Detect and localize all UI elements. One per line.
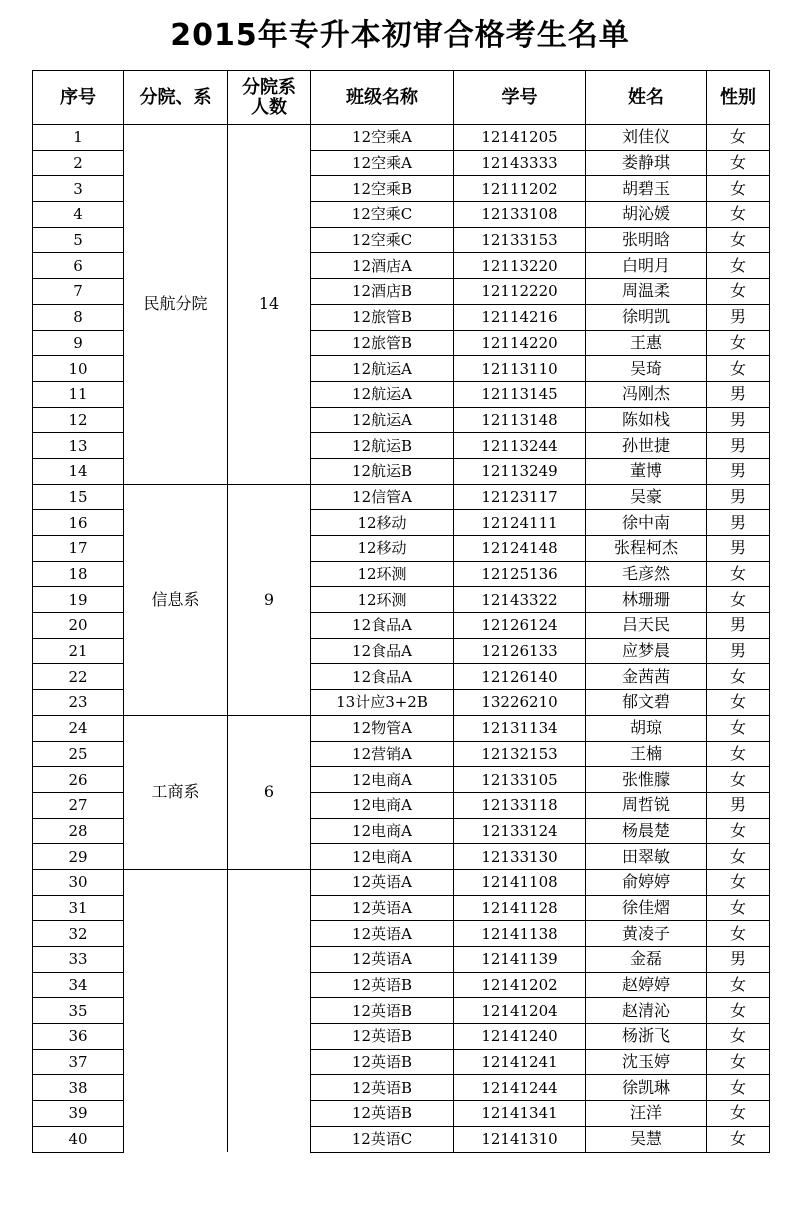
cell-gender: 女 [707, 150, 770, 176]
cell-seq: 3 [33, 176, 124, 202]
header-name: 姓名 [586, 71, 707, 125]
cell-seq: 4 [33, 202, 124, 228]
cell-seq: 21 [33, 638, 124, 664]
cell-seq: 22 [33, 664, 124, 690]
cell-id: 12141240 [454, 1024, 586, 1050]
cell-id: 12112220 [454, 279, 586, 305]
cell-gender: 男 [707, 792, 770, 818]
cell-id: 12133124 [454, 818, 586, 844]
cell-name: 吕天民 [586, 613, 707, 639]
cell-id: 12133130 [454, 844, 586, 870]
cell-name: 董博 [586, 458, 707, 484]
cell-seq: 38 [33, 1075, 124, 1101]
table-row [33, 125, 770, 151]
cell-class: 12空乘A [311, 150, 454, 176]
cell-gender: 女 [707, 972, 770, 998]
cell-id: 13226210 [454, 690, 586, 716]
cell-id: 12141241 [454, 1049, 586, 1075]
cell-gender: 女 [707, 869, 770, 895]
cell-gender: 女 [707, 125, 770, 151]
cell-id: 12111202 [454, 176, 586, 202]
cell-name: 白明月 [586, 253, 707, 279]
cell-name: 王楠 [586, 741, 707, 767]
cell-dept: 信息系 [124, 484, 228, 715]
header-seq: 序号 [33, 71, 124, 125]
cell-name: 吴慧 [586, 1126, 707, 1152]
cell-id: 12113220 [454, 253, 586, 279]
cell-gender: 女 [707, 561, 770, 587]
cell-class: 12移动 [311, 536, 454, 562]
cell-class: 12环测 [311, 587, 454, 613]
cell-gender: 女 [707, 664, 770, 690]
cell-name: 沈玉婷 [586, 1049, 707, 1075]
cell-class: 12英语C [311, 1126, 454, 1152]
cell-id: 12126124 [454, 613, 586, 639]
cell-id: 12141128 [454, 895, 586, 921]
header-count [228, 71, 311, 125]
cell-name: 黄凌子 [586, 921, 707, 947]
cell-gender: 女 [707, 330, 770, 356]
cell-class: 12空乘C [311, 227, 454, 253]
cell-class: 12食品A [311, 638, 454, 664]
cell-seq: 14 [33, 458, 124, 484]
cell-id: 12133153 [454, 227, 586, 253]
cell-id: 12114216 [454, 304, 586, 330]
cell-class: 12航运A [311, 381, 454, 407]
cell-name: 陈如栈 [586, 407, 707, 433]
cell-name: 刘佳仪 [586, 125, 707, 151]
cell-id: 12143333 [454, 150, 586, 176]
cell-seq: 20 [33, 613, 124, 639]
cell-gender: 女 [707, 715, 770, 741]
cell-gender: 女 [707, 844, 770, 870]
cell-class: 12酒店A [311, 253, 454, 279]
cell-name: 吴豪 [586, 484, 707, 510]
cell-id: 12113244 [454, 433, 586, 459]
cell-name: 胡沁媛 [586, 202, 707, 228]
cell-count: 9 [228, 484, 311, 715]
cell-gender: 男 [707, 304, 770, 330]
cell-name: 田翠敏 [586, 844, 707, 870]
cell-gender: 男 [707, 947, 770, 973]
cell-name: 冯刚杰 [586, 381, 707, 407]
cell-gender: 女 [707, 1024, 770, 1050]
cell-class: 12空乘A [311, 125, 454, 151]
cell-seq: 28 [33, 818, 124, 844]
cell-id: 12141202 [454, 972, 586, 998]
cell-id: 12133108 [454, 202, 586, 228]
cell-seq: 2 [33, 150, 124, 176]
cell-name: 孙世捷 [586, 433, 707, 459]
cell-gender: 男 [707, 433, 770, 459]
cell-name: 俞婷婷 [586, 869, 707, 895]
cell-id: 12125136 [454, 561, 586, 587]
table-row [33, 869, 770, 895]
cell-seq: 24 [33, 715, 124, 741]
cell-class: 12英语B [311, 1024, 454, 1050]
cell-seq: 19 [33, 587, 124, 613]
cell-class: 12营销A [311, 741, 454, 767]
cell-seq: 16 [33, 510, 124, 536]
page-title: 2015年专升本初审合格考生名单 [170, 18, 630, 53]
cell-seq: 18 [33, 561, 124, 587]
cell-id: 12124111 [454, 510, 586, 536]
cell-gender: 女 [707, 202, 770, 228]
cell-class: 12空乘B [311, 176, 454, 202]
cell-seq: 1 [33, 125, 124, 151]
cell-class: 12移动 [311, 510, 454, 536]
cell-class: 12英语A [311, 947, 454, 973]
cell-class: 12英语A [311, 869, 454, 895]
cell-name: 赵清沁 [586, 998, 707, 1024]
cell-seq: 26 [33, 767, 124, 793]
cell-seq: 17 [33, 536, 124, 562]
cell-name: 吴琦 [586, 356, 707, 382]
header-count-line2: 人数 [251, 96, 287, 118]
cell-name: 应梦晨 [586, 638, 707, 664]
cell-name: 王惠 [586, 330, 707, 356]
cell-class: 12旅管B [311, 330, 454, 356]
cell-count: 14 [228, 125, 311, 485]
cell-dept: 工商系 [124, 715, 228, 869]
cell-gender: 女 [707, 1101, 770, 1127]
cell-dept [124, 869, 228, 1152]
cell-name: 金茜茜 [586, 664, 707, 690]
cell-gender: 女 [707, 767, 770, 793]
cell-class: 12电商A [311, 844, 454, 870]
header-class: 班级名称 [311, 71, 454, 125]
cell-seq: 7 [33, 279, 124, 305]
cell-seq: 25 [33, 741, 124, 767]
cell-seq: 11 [33, 381, 124, 407]
cell-gender: 女 [707, 227, 770, 253]
header-dept: 分院、系 [124, 71, 228, 125]
cell-class: 12英语B [311, 1049, 454, 1075]
cell-id: 12133105 [454, 767, 586, 793]
cell-id: 12141108 [454, 869, 586, 895]
cell-gender: 男 [707, 638, 770, 664]
cell-seq: 12 [33, 407, 124, 433]
cell-id: 12124148 [454, 536, 586, 562]
cell-class: 12英语B [311, 972, 454, 998]
cell-class: 12酒店B [311, 279, 454, 305]
cell-gender: 女 [707, 356, 770, 382]
cell-seq: 37 [33, 1049, 124, 1075]
cell-class: 12物管A [311, 715, 454, 741]
cell-seq: 36 [33, 1024, 124, 1050]
cell-gender: 男 [707, 613, 770, 639]
cell-seq: 40 [33, 1126, 124, 1152]
cell-class: 13计应3+2B [311, 690, 454, 716]
cell-gender: 女 [707, 176, 770, 202]
cell-id: 12113249 [454, 458, 586, 484]
cell-name: 周温柔 [586, 279, 707, 305]
header-row [33, 71, 770, 125]
cell-gender: 男 [707, 381, 770, 407]
cell-seq: 5 [33, 227, 124, 253]
cell-name: 胡碧玉 [586, 176, 707, 202]
cell-seq: 39 [33, 1101, 124, 1127]
cell-class: 12旅管B [311, 304, 454, 330]
table-body [33, 125, 770, 1153]
cell-seq: 34 [33, 972, 124, 998]
cell-id: 12141138 [454, 921, 586, 947]
cell-name: 娄静琪 [586, 150, 707, 176]
cell-id: 12143322 [454, 587, 586, 613]
cell-name: 郁文碧 [586, 690, 707, 716]
cell-dept: 民航分院 [124, 125, 228, 485]
cell-name: 张程柯杰 [586, 536, 707, 562]
cell-seq: 31 [33, 895, 124, 921]
cell-id: 12141204 [454, 998, 586, 1024]
cell-name: 林珊珊 [586, 587, 707, 613]
cell-class: 12英语A [311, 921, 454, 947]
cell-gender: 女 [707, 741, 770, 767]
cell-name: 徐凯琳 [586, 1075, 707, 1101]
cell-class: 12电商A [311, 818, 454, 844]
cell-id: 12126140 [454, 664, 586, 690]
cell-gender: 女 [707, 1075, 770, 1101]
cell-count: 6 [228, 715, 311, 869]
cell-name: 金磊 [586, 947, 707, 973]
cell-seq: 13 [33, 433, 124, 459]
cell-class: 12英语B [311, 998, 454, 1024]
cell-seq: 33 [33, 947, 124, 973]
cell-class: 12信管A [311, 484, 454, 510]
cell-name: 胡琼 [586, 715, 707, 741]
cell-name: 毛彦然 [586, 561, 707, 587]
cell-class: 12航运B [311, 433, 454, 459]
cell-gender: 女 [707, 1049, 770, 1075]
cell-seq: 32 [33, 921, 124, 947]
cell-seq: 29 [33, 844, 124, 870]
cell-name: 周哲锐 [586, 792, 707, 818]
cell-gender: 女 [707, 587, 770, 613]
cell-class: 12航运B [311, 458, 454, 484]
cell-class: 12电商A [311, 767, 454, 793]
cell-class: 12空乘C [311, 202, 454, 228]
cell-id: 12133118 [454, 792, 586, 818]
cell-gender: 女 [707, 818, 770, 844]
cell-gender: 女 [707, 253, 770, 279]
cell-id: 12114220 [454, 330, 586, 356]
cell-class: 12航运A [311, 407, 454, 433]
cell-seq: 10 [33, 356, 124, 382]
cell-name: 徐中南 [586, 510, 707, 536]
cell-gender: 男 [707, 510, 770, 536]
cell-gender: 女 [707, 690, 770, 716]
cell-gender: 女 [707, 279, 770, 305]
cell-seq: 8 [33, 304, 124, 330]
cell-name: 徐佳熠 [586, 895, 707, 921]
cell-name: 杨晨楚 [586, 818, 707, 844]
cell-gender: 男 [707, 407, 770, 433]
cell-class: 12食品A [311, 613, 454, 639]
cell-name: 徐明凯 [586, 304, 707, 330]
cell-name: 汪洋 [586, 1101, 707, 1127]
cell-class: 12英语A [311, 895, 454, 921]
cell-id: 12126133 [454, 638, 586, 664]
cell-id: 12113145 [454, 381, 586, 407]
cell-seq: 35 [33, 998, 124, 1024]
cell-gender: 男 [707, 536, 770, 562]
cell-seq: 30 [33, 869, 124, 895]
cell-name: 杨浙飞 [586, 1024, 707, 1050]
cell-id: 12141310 [454, 1126, 586, 1152]
cell-gender: 男 [707, 458, 770, 484]
cell-seq: 9 [33, 330, 124, 356]
cell-name: 赵婷婷 [586, 972, 707, 998]
cell-count [228, 869, 311, 1152]
cell-id: 12113110 [454, 356, 586, 382]
cell-class: 12英语B [311, 1075, 454, 1101]
header-id: 学号 [454, 71, 586, 125]
cell-class: 12航运A [311, 356, 454, 382]
cell-seq: 15 [33, 484, 124, 510]
header-count-line1: 分院系 [242, 76, 296, 98]
cell-class: 12电商A [311, 792, 454, 818]
table-row [33, 715, 770, 741]
cell-gender: 男 [707, 484, 770, 510]
cell-gender: 女 [707, 1126, 770, 1152]
cell-gender: 女 [707, 895, 770, 921]
candidate-table [32, 70, 770, 1153]
cell-seq: 23 [33, 690, 124, 716]
cell-name: 张明晗 [586, 227, 707, 253]
cell-id: 12141341 [454, 1101, 586, 1127]
header-gender: 性别 [707, 71, 770, 125]
cell-gender: 女 [707, 921, 770, 947]
cell-id: 12141205 [454, 125, 586, 151]
cell-id: 12113148 [454, 407, 586, 433]
cell-id: 12141244 [454, 1075, 586, 1101]
cell-gender: 女 [707, 998, 770, 1024]
cell-name: 张惟朦 [586, 767, 707, 793]
cell-id: 12131134 [454, 715, 586, 741]
cell-class: 12英语B [311, 1101, 454, 1127]
cell-id: 12132153 [454, 741, 586, 767]
cell-seq: 6 [33, 253, 124, 279]
cell-id: 12141139 [454, 947, 586, 973]
table-row [33, 484, 770, 510]
cell-class: 12环测 [311, 561, 454, 587]
cell-id: 12123117 [454, 484, 586, 510]
cell-class: 12食品A [311, 664, 454, 690]
cell-seq: 27 [33, 792, 124, 818]
